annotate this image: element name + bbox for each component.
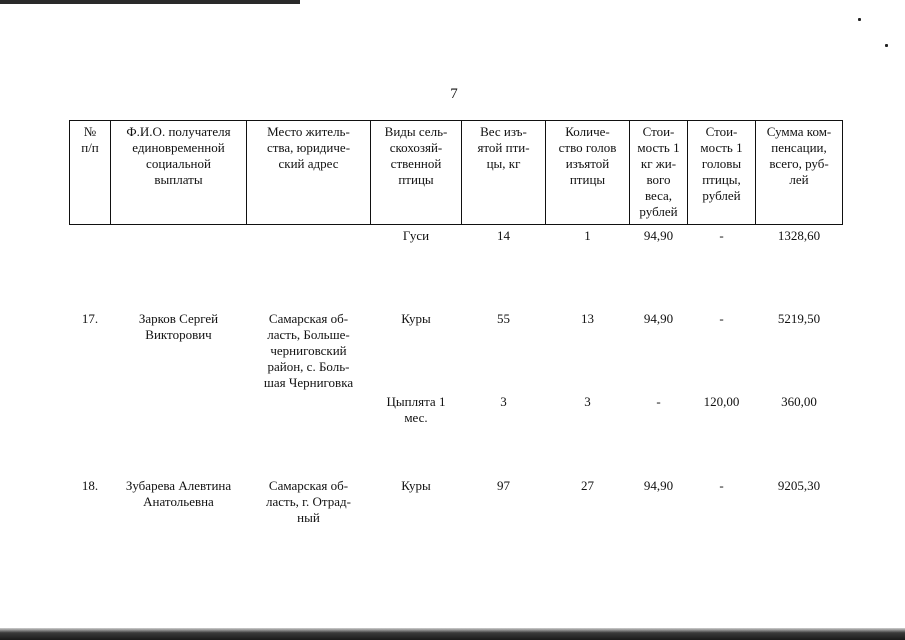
row-heads: 1 <box>584 228 591 243</box>
row-price-head: - <box>719 311 724 326</box>
scan-edge-bottom <box>0 628 905 640</box>
row-weight: 14 <box>497 228 510 243</box>
scan-edge-top <box>0 0 300 4</box>
header-total: Сумма ком- пенсации, всего, руб- лей <box>766 124 832 187</box>
header-heads: Количе- ство голов изъятой птицы <box>558 124 617 187</box>
table-border-bottom <box>69 224 843 225</box>
row-total: 1328,60 <box>777 228 821 243</box>
row-weight: 3 <box>500 394 507 409</box>
row-price-kg: 94,90 <box>643 478 674 493</box>
page-number: 7 <box>450 86 458 102</box>
header-price-head: Стои- мость 1 головы птицы, рублей <box>700 124 743 203</box>
row-price-head: - <box>719 478 724 493</box>
row-price-head: 120,00 <box>703 394 740 409</box>
row-type: Куры <box>401 478 431 493</box>
row-weight: 55 <box>497 311 510 326</box>
header-weight: Вес изъ- ятой пти- цы, кг <box>477 124 530 171</box>
row-type: Гуси <box>402 228 430 243</box>
row-address: Самарская об- ласть, г. Отрад- ный <box>266 478 351 525</box>
row-type: Куры <box>401 311 431 326</box>
row-price-kg: 94,90 <box>643 228 674 243</box>
row-fio: Зарков Сергей Викторович <box>138 311 219 342</box>
row-total: 9205,30 <box>777 478 821 493</box>
row-price-kg: - <box>656 394 661 409</box>
header-num: № п/п <box>81 124 99 155</box>
scan-speck <box>885 44 888 47</box>
row-num: 18. <box>81 478 99 493</box>
header-price-kg: Стои- мость 1 кг жи- вого веса, рублей <box>637 124 680 219</box>
row-heads: 13 <box>581 311 594 326</box>
table-border <box>842 120 843 224</box>
table-border-top <box>69 120 843 121</box>
scan-speck <box>858 18 861 21</box>
header-fio: Ф.И.О. получателя единовременной социальной выплаты <box>126 124 231 187</box>
header-address: Место житель- ства, юридиче- ский адрес <box>266 124 351 171</box>
row-heads: 27 <box>581 478 594 493</box>
row-price-kg: 94,90 <box>643 311 674 326</box>
row-fio: Зубарева Алевтина Анатольевна <box>125 478 232 509</box>
row-price-head: - <box>719 228 724 243</box>
row-num: 17. <box>81 311 99 326</box>
row-total: 360,00 <box>781 394 817 409</box>
row-type: Цыплята 1 мес. <box>386 394 446 425</box>
row-address: Самарская об- ласть, Больше- черниговский район, с. Боль- шая Черниговка <box>263 311 354 390</box>
row-heads: 3 <box>584 394 591 409</box>
header-type: Виды сель- скохозяй- ственной птицы <box>384 124 448 187</box>
row-weight: 97 <box>497 478 510 493</box>
row-total: 5219,50 <box>777 311 821 326</box>
